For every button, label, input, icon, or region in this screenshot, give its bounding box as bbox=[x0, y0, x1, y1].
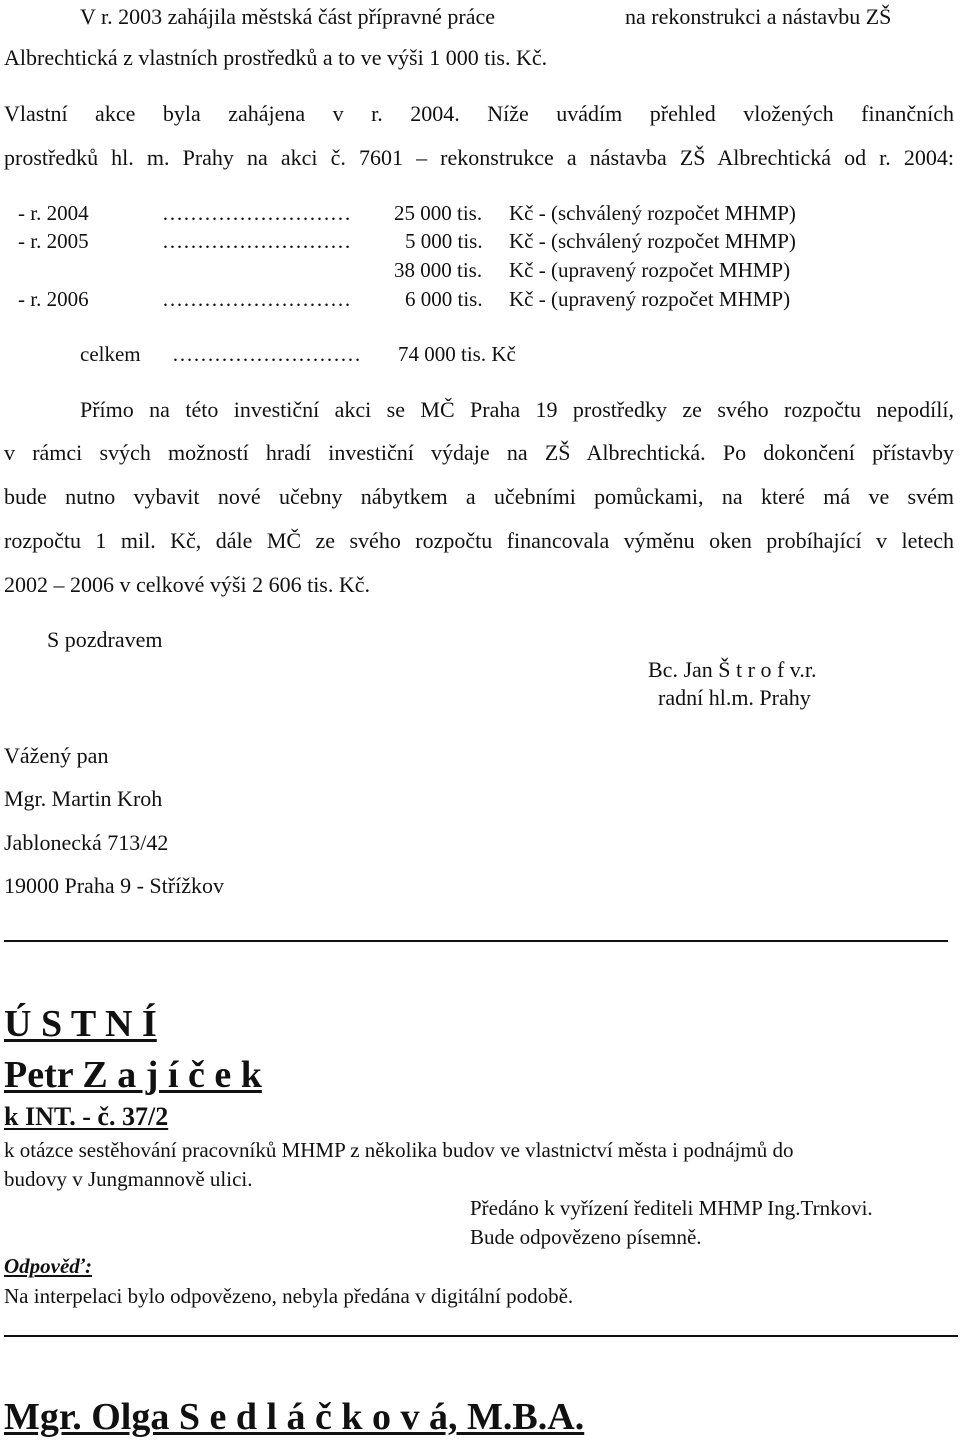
budget-amount: 25 000 tis. bbox=[394, 201, 483, 225]
budget-year: - r. 2006 bbox=[18, 287, 89, 311]
recipient-street: Jablonecká 713/42 bbox=[4, 830, 169, 855]
budget-total-dots: ……………………… bbox=[172, 342, 361, 366]
budget-amount: 5 000 tis. bbox=[405, 229, 483, 253]
budget-note: Kč - (schválený rozpočet MHMP) bbox=[509, 229, 796, 253]
paragraph-line: 2002 – 2006 v celkové výši 2 606 tis. Kč. bbox=[4, 572, 371, 597]
budget-total-label: celkem bbox=[80, 342, 141, 366]
budget-total-value: 74 000 tis. Kč bbox=[398, 342, 516, 366]
budget-year: - r. 2005 bbox=[18, 229, 89, 253]
budget-dots: ……………………… bbox=[162, 201, 351, 225]
intro-line4: prostředků hl. m. Prahy na akci č. 7601 – rekonstrukce a nástavba ZŠ Albrechtická od r. 2004: bbox=[4, 145, 954, 170]
paragraph-line: v rámci svých možností hradí investiční výdaje na ZŠ Albrechtická. Po dokončení přístavby bbox=[4, 440, 954, 465]
budget-note: Kč - (upravený rozpočet MHMP) bbox=[509, 287, 791, 311]
budget-note: Kč - (upravený rozpočet MHMP) bbox=[509, 258, 791, 282]
intro-line1b: na rekonstrukci a nástavbu ZŠ bbox=[625, 4, 892, 29]
intro-line3: Vlastní akce byla zahájena v r. 2004. Níže uvádím přehled vložených finančních bbox=[4, 101, 954, 126]
answer-text: Na interpelaci bylo odpovězeno, nebyla předána v digitální podobě. bbox=[4, 1284, 574, 1308]
section-divider bbox=[4, 940, 948, 942]
intro-line1a: V r. 2003 zahájila městská část přípravné práce bbox=[80, 4, 495, 29]
recipient-salutation: Vážený pan bbox=[4, 743, 109, 768]
handover-line: Předáno k vyřízení řediteli MHMP Ing.Trnkovi. bbox=[470, 1196, 873, 1220]
paragraph-line: Přímo na této investiční akci se MČ Praha 19 prostředky ze svého rozpočtu nepodílí, bbox=[80, 397, 954, 422]
signer-title: radní hl.m. Prahy bbox=[658, 685, 811, 710]
question-line: k otázce sestěhování pracovníků MHMP z několika budov ve vlastnictví města i podnájmů do bbox=[4, 1138, 794, 1162]
intro-line2: Albrechtická z vlastních prostředků a to ve výši 1 000 tis. Kč. bbox=[4, 45, 548, 70]
budget-note: Kč - (schválený rozpočet MHMP) bbox=[509, 201, 796, 225]
answer-label: Odpověď: bbox=[4, 1254, 93, 1278]
greeting: S pozdravem bbox=[47, 627, 163, 652]
interpellation-ref: k INT. - č. 37/2 bbox=[4, 1102, 169, 1131]
recipient-city: 19000 Praha 9 - Střížkov bbox=[4, 873, 224, 898]
recipient-name: Mgr. Martin Kroh bbox=[4, 786, 163, 811]
budget-amount: 6 000 tis. bbox=[405, 287, 483, 311]
section-person: Mgr. Olga S e d l á č k o v á, M.B.A. bbox=[4, 1396, 585, 1438]
paragraph-line: bude nutno vybavit nové učebny nábytkem a učebními pomůckami, na které má ve svém bbox=[4, 484, 954, 509]
section-divider bbox=[4, 1335, 958, 1337]
paragraph-line: rozpočtu 1 mil. Kč, dále MČ ze svého rozpočtu financovala výměnu oken probíhající v letech bbox=[4, 528, 954, 553]
question-line: budovy v Jungmannově ulici. bbox=[4, 1167, 253, 1191]
section-heading: Ú S T N Í bbox=[4, 1003, 157, 1045]
handover-line: Bude odpovězeno písemně. bbox=[470, 1225, 702, 1249]
signer-name: Bc. Jan Š t r o f v.r. bbox=[648, 657, 817, 682]
section-person: Petr Z a j í č e k bbox=[4, 1054, 262, 1096]
budget-year: - r. 2004 bbox=[18, 201, 89, 225]
budget-dots: ……………………… bbox=[162, 287, 351, 311]
budget-amount: 38 000 tis. bbox=[394, 258, 483, 282]
budget-dots: ……………………… bbox=[162, 229, 351, 253]
